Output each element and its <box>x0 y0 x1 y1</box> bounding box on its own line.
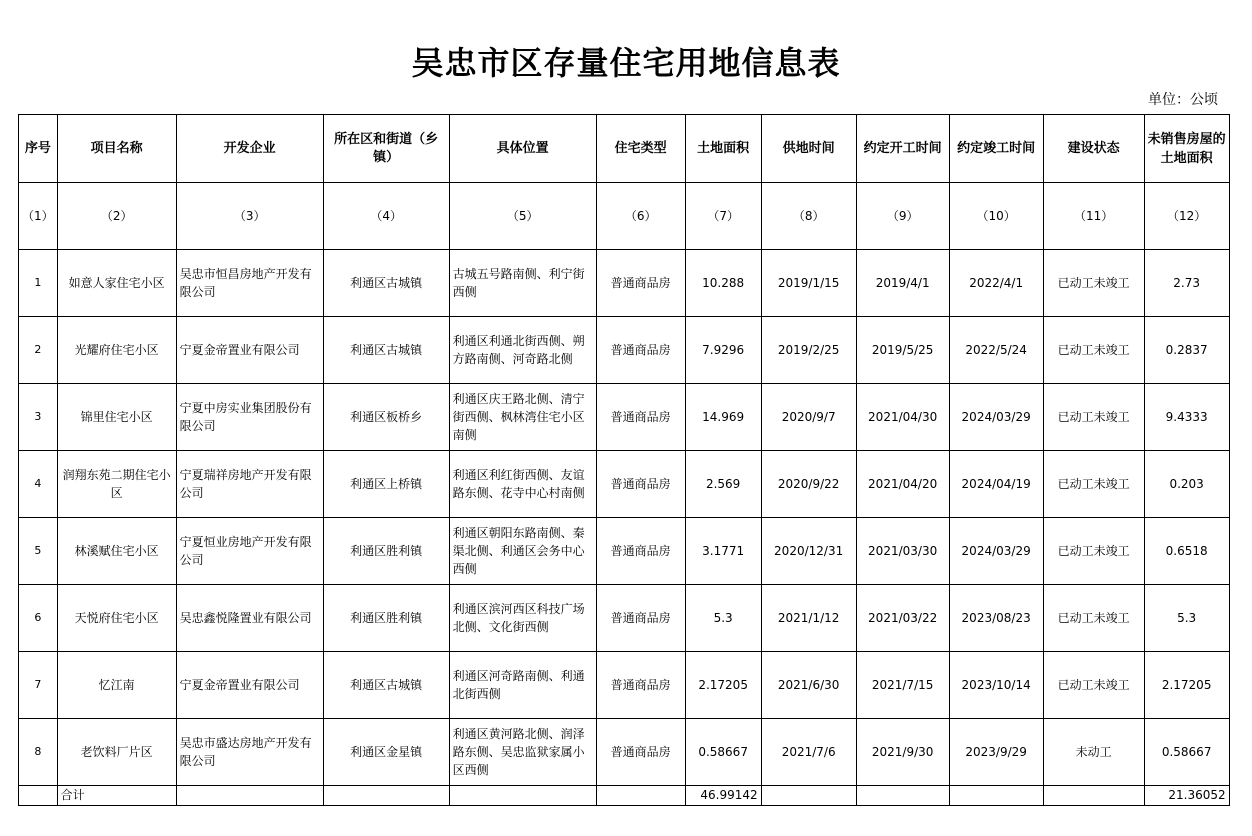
table-row <box>19 451 1230 518</box>
cell-location: 利通区黄河路北侧、润泽路东侧、吴忠监狱家属小区西侧 <box>449 719 596 786</box>
cell-location: 利通区河奇路南侧、利通北街西侧 <box>449 652 596 719</box>
index-cell: （10） <box>949 183 1043 250</box>
unit-label: 单位：公顷 <box>1148 92 1218 108</box>
header-cell: 住宅类型 <box>596 115 685 183</box>
header-cell: 建设状态 <box>1043 115 1144 183</box>
total-empty-cell <box>596 786 685 806</box>
total-empty-cell <box>949 786 1043 806</box>
cell-finish-date: 2022/4/1 <box>949 250 1043 317</box>
page-title: 吴忠市区存量住宅用地信息表 <box>411 44 841 82</box>
cell-project-name: 林溪赋住宅小区 <box>57 518 176 585</box>
cell-supply-date: 2020/9/22 <box>761 451 856 518</box>
header-row <box>19 115 1230 183</box>
index-cell: （11） <box>1043 183 1144 250</box>
cell-no: 3 <box>19 384 58 451</box>
cell-location: 利通区利通北街西侧、朔方路南侧、河奇路北侧 <box>449 317 596 384</box>
cell-finish-date: 2022/5/24 <box>949 317 1043 384</box>
cell-unsold-area: 0.58667 <box>1144 719 1229 786</box>
cell-developer: 吴忠鑫悦隆置业有限公司 <box>176 585 323 652</box>
cell-build-status: 已动工未竣工 <box>1043 518 1144 585</box>
cell-unsold-area: 2.17205 <box>1144 652 1229 719</box>
index-cell: （3） <box>176 183 323 250</box>
total-empty-cell <box>19 786 58 806</box>
cell-land-area: 14.969 <box>685 384 761 451</box>
table-row <box>19 518 1230 585</box>
cell-developer: 宁夏瑞祥房地产开发有限公司 <box>176 451 323 518</box>
cell-developer: 宁夏金帝置业有限公司 <box>176 652 323 719</box>
cell-build-status: 已动工未竣工 <box>1043 652 1144 719</box>
cell-district: 利通区胜利镇 <box>323 518 449 585</box>
cell-developer: 宁夏恒业房地产开发有限公司 <box>176 518 323 585</box>
cell-location: 利通区朝阳东路南侧、秦渠北侧、利通区会务中心西侧 <box>449 518 596 585</box>
cell-land-area: 0.58667 <box>685 719 761 786</box>
total-label: 合计 <box>57 786 176 806</box>
cell-start-date: 2021/04/30 <box>856 384 949 451</box>
total-empty-cell <box>761 786 856 806</box>
table-row <box>19 585 1230 652</box>
header-cell: 供地时间 <box>761 115 856 183</box>
header-cell: 具体位置 <box>449 115 596 183</box>
cell-supply-date: 2019/1/15 <box>761 250 856 317</box>
cell-finish-date: 2023/9/29 <box>949 719 1043 786</box>
cell-start-date: 2019/5/25 <box>856 317 949 384</box>
cell-unsold-area: 2.73 <box>1144 250 1229 317</box>
cell-unsold-area: 0.2837 <box>1144 317 1229 384</box>
table-row <box>19 384 1230 451</box>
index-cell: （12） <box>1144 183 1229 250</box>
cell-land-area: 5.3 <box>685 585 761 652</box>
cell-supply-date: 2020/9/7 <box>761 384 856 451</box>
cell-district: 利通区金星镇 <box>323 719 449 786</box>
cell-location: 利通区庆王路北侧、清宁街西侧、枫林湾住宅小区南侧 <box>449 384 596 451</box>
cell-housing-type: 普通商品房 <box>596 451 685 518</box>
cell-developer: 宁夏金帝置业有限公司 <box>176 317 323 384</box>
table-row <box>19 317 1230 384</box>
land-info-table <box>18 114 1230 806</box>
cell-land-area: 3.1771 <box>685 518 761 585</box>
cell-no: 4 <box>19 451 58 518</box>
cell-supply-date: 2020/12/31 <box>761 518 856 585</box>
header-cell: 开发企业 <box>176 115 323 183</box>
cell-housing-type: 普通商品房 <box>596 317 685 384</box>
cell-start-date: 2019/4/1 <box>856 250 949 317</box>
cell-location: 古城五号路南侧、利宁街西侧 <box>449 250 596 317</box>
cell-housing-type: 普通商品房 <box>596 384 685 451</box>
index-cell: （4） <box>323 183 449 250</box>
index-cell: （5） <box>449 183 596 250</box>
index-cell: （6） <box>596 183 685 250</box>
cell-no: 6 <box>19 585 58 652</box>
total-empty-cell <box>449 786 596 806</box>
cell-finish-date: 2024/03/29 <box>949 518 1043 585</box>
cell-no: 1 <box>19 250 58 317</box>
cell-district: 利通区胜利镇 <box>323 585 449 652</box>
cell-build-status: 已动工未竣工 <box>1043 451 1144 518</box>
cell-location: 利通区利红街西侧、友谊路东侧、花寺中心村南侧 <box>449 451 596 518</box>
cell-project-name: 如意人家住宅小区 <box>57 250 176 317</box>
cell-no: 8 <box>19 719 58 786</box>
cell-finish-date: 2024/03/29 <box>949 384 1043 451</box>
cell-housing-type: 普通商品房 <box>596 250 685 317</box>
cell-land-area: 2.17205 <box>685 652 761 719</box>
cell-project-name: 老饮料厂片区 <box>57 719 176 786</box>
header-cell: 项目名称 <box>57 115 176 183</box>
total-row <box>19 786 1230 806</box>
cell-project-name: 天悦府住宅小区 <box>57 585 176 652</box>
table-row <box>19 250 1230 317</box>
index-cell: （7） <box>685 183 761 250</box>
header-cell: 所在区和街道（乡镇） <box>323 115 449 183</box>
header-cell: 未销售房屋的土地面积 <box>1144 115 1229 183</box>
cell-build-status: 已动工未竣工 <box>1043 250 1144 317</box>
cell-developer: 宁夏中房实业集团股份有限公司 <box>176 384 323 451</box>
cell-district: 利通区古城镇 <box>323 317 449 384</box>
cell-unsold-area: 0.6518 <box>1144 518 1229 585</box>
header-cell: 土地面积 <box>685 115 761 183</box>
cell-developer: 吴忠市盛达房地产开发有限公司 <box>176 719 323 786</box>
cell-no: 5 <box>19 518 58 585</box>
cell-project-name: 锦里住宅小区 <box>57 384 176 451</box>
cell-start-date: 2021/9/30 <box>856 719 949 786</box>
total-empty-cell <box>1043 786 1144 806</box>
header-cell: 序号 <box>19 115 58 183</box>
cell-build-status: 未动工 <box>1043 719 1144 786</box>
cell-unsold-area: 0.203 <box>1144 451 1229 518</box>
cell-developer: 吴忠市恒昌房地产开发有限公司 <box>176 250 323 317</box>
cell-start-date: 2021/03/22 <box>856 585 949 652</box>
cell-build-status: 已动工未竣工 <box>1043 585 1144 652</box>
cell-start-date: 2021/03/30 <box>856 518 949 585</box>
cell-supply-date: 2021/7/6 <box>761 719 856 786</box>
cell-supply-date: 2021/6/30 <box>761 652 856 719</box>
cell-housing-type: 普通商品房 <box>596 585 685 652</box>
total-empty-cell <box>856 786 949 806</box>
cell-project-name: 润翔东苑二期住宅小区 <box>57 451 176 518</box>
total-unsold-area: 21.36052 <box>1144 786 1229 806</box>
cell-land-area: 7.9296 <box>685 317 761 384</box>
table-row <box>19 652 1230 719</box>
cell-district: 利通区板桥乡 <box>323 384 449 451</box>
total-empty-cell <box>176 786 323 806</box>
cell-finish-date: 2023/08/23 <box>949 585 1043 652</box>
cell-finish-date: 2023/10/14 <box>949 652 1043 719</box>
cell-district: 利通区上桥镇 <box>323 451 449 518</box>
index-cell: （1） <box>19 183 58 250</box>
cell-supply-date: 2021/1/12 <box>761 585 856 652</box>
cell-land-area: 2.569 <box>685 451 761 518</box>
cell-no: 2 <box>19 317 58 384</box>
cell-start-date: 2021/04/20 <box>856 451 949 518</box>
cell-land-area: 10.288 <box>685 250 761 317</box>
cell-housing-type: 普通商品房 <box>596 652 685 719</box>
cell-district: 利通区古城镇 <box>323 652 449 719</box>
cell-location: 利通区滨河西区科技广场北侧、文化街西侧 <box>449 585 596 652</box>
column-index-row <box>19 183 1230 250</box>
total-empty-cell <box>323 786 449 806</box>
cell-build-status: 已动工未竣工 <box>1043 384 1144 451</box>
cell-project-name: 光耀府住宅小区 <box>57 317 176 384</box>
cell-district: 利通区古城镇 <box>323 250 449 317</box>
cell-housing-type: 普通商品房 <box>596 518 685 585</box>
cell-project-name: 忆江南 <box>57 652 176 719</box>
cell-start-date: 2021/7/15 <box>856 652 949 719</box>
cell-unsold-area: 5.3 <box>1144 585 1229 652</box>
table-row <box>19 719 1230 786</box>
total-land-area: 46.99142 <box>685 786 761 806</box>
cell-housing-type: 普通商品房 <box>596 719 685 786</box>
index-cell: （9） <box>856 183 949 250</box>
header-cell: 约定竣工时间 <box>949 115 1043 183</box>
header-cell: 约定开工时间 <box>856 115 949 183</box>
cell-supply-date: 2019/2/25 <box>761 317 856 384</box>
cell-build-status: 已动工未竣工 <box>1043 317 1144 384</box>
index-cell: （8） <box>761 183 856 250</box>
cell-finish-date: 2024/04/19 <box>949 451 1043 518</box>
cell-no: 7 <box>19 652 58 719</box>
cell-unsold-area: 9.4333 <box>1144 384 1229 451</box>
index-cell: （2） <box>57 183 176 250</box>
